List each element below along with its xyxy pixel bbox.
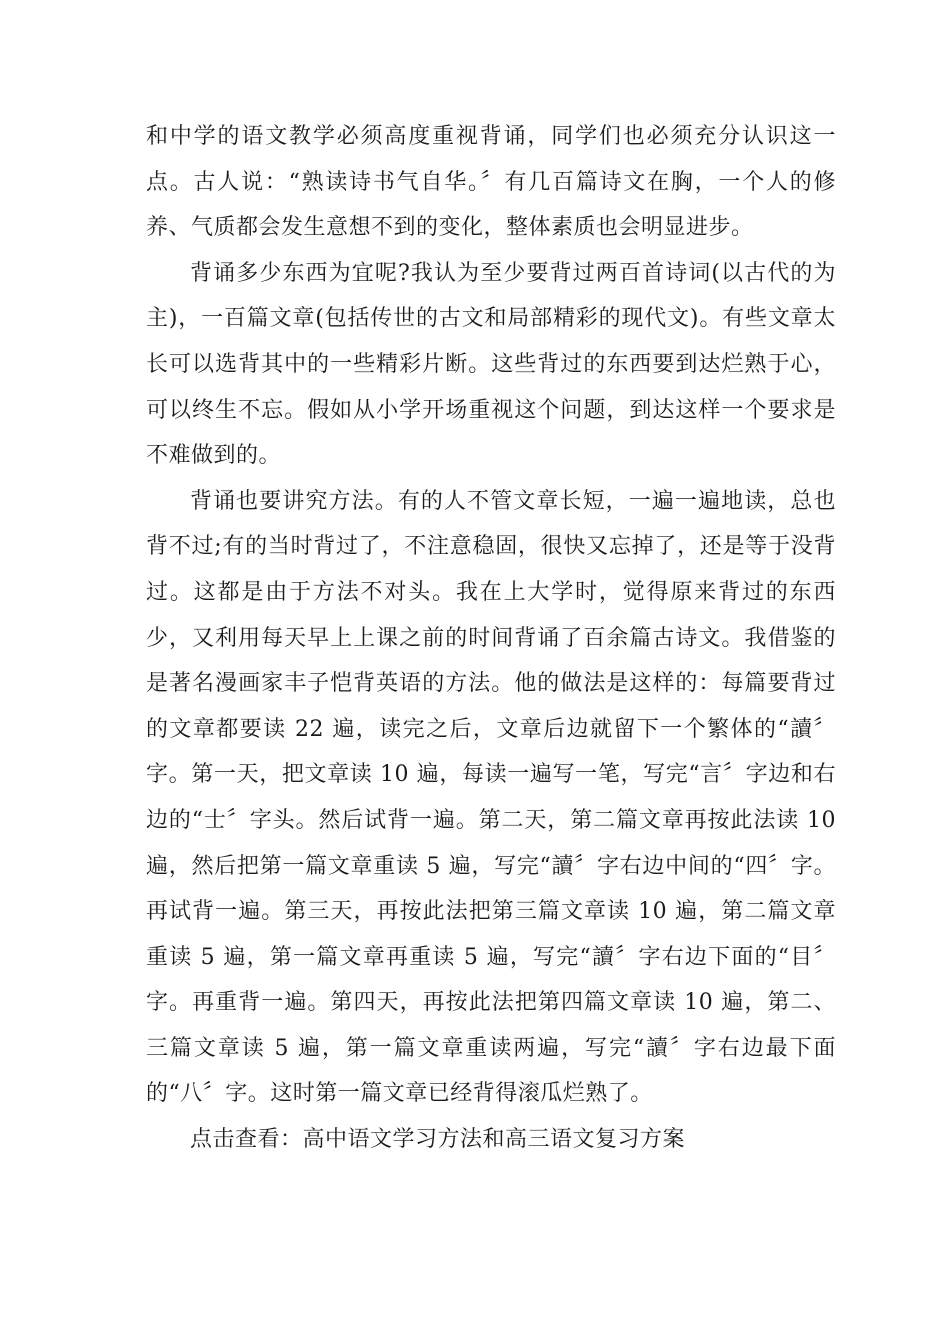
paragraph-1: 和中学的语文教学必须高度重视背诵，同学们也必须充分认识这一点。古人说：“熟读诗书气自华。〞有几百篇诗文在胸，一个人的修养、气质都会发生意想不到的变化，整体素质也会明显进步。 [146, 124, 836, 241]
paragraph-2: 背诵多少东西为宜呢?我认为至少要背过两百首诗词(以古代的为主)，一百篇文章(包括传世的古文和局部精彩的现代文)。有些文章太长可以选背其中的一些精彩片断。这些背过的东西要到达烂熟于心，可以终生不忘。假如从小学开场重视这个问题，到达这样一个要求是不难做到的。 [146, 260, 836, 469]
document-body [146, 114, 836, 1163]
paragraph-4: 点击查看：高中语文学习方法和高三语文复习方案 [190, 1127, 686, 1153]
paragraph-3: 背诵也要讲究方法。有的人不管文章长短，一遍一遍地读，总也背不过;有的当时背过了，不注意稳固，很快又忘掉了，还是等于没背过。这都是由于方法不对头。我在上大学时，觉得原来背过的东西少，又利用每天早上上课之前的时间背诵了百余篇古诗文。我借鉴的是著名漫画家丰子恺背英语的方法。他的做法是这样的：每篇要背过的文章都要读 22 遍，读完之后，文章后边就留下一个繁体的“讀〞字。第一天，把文章读 10 遍，每读一遍写一笔，写完“言〞字边和右边的“士〞字头。然后试背一遍。第二天，第二篇文章再按此法读 10 遍，然后把第一篇文章重读 5 遍，写完“讀〞字右边中间的“四〞字。再试背一遍。第三天，再按此法把第三篇文章读 10 遍，第二篇文章重读 5 遍，第一篇文章再重读 5 遍，写完“讀〞字右边下面的“目〞字。再重背一遍。第四天，再按此法把第四篇文章读 10 遍，第二、三篇文章读 5 遍，第一篇文章重读两遍，写完“讀〞字右边最下面的“八〞字。这时第一篇文章已经背得滚瓜烂熟了。 [146, 488, 836, 1107]
